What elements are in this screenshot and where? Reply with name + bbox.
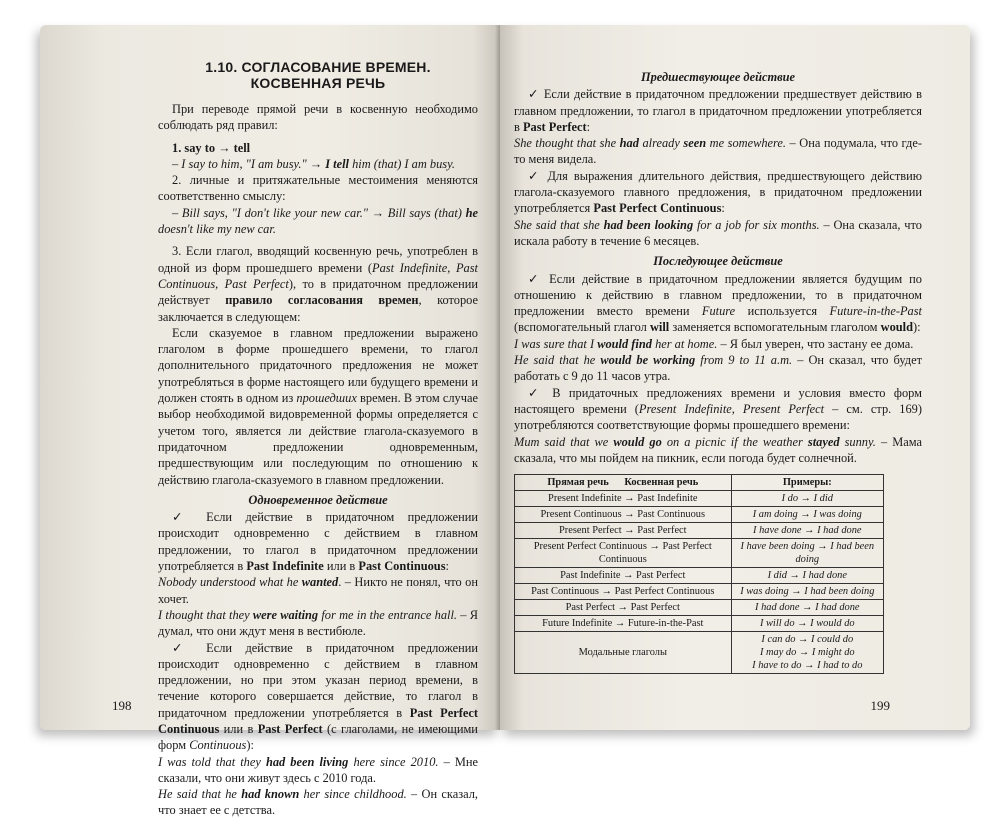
page-number-right: 199 (870, 698, 890, 713)
conditional-rule: ✓ В придаточных предложениях времени и условия вместо форм настоящего времени (Present Indefinite, Present Perfect – см. стр. 169) употребляются соответствующие формы прошедшего времени: (514, 385, 922, 433)
table-row (515, 507, 884, 523)
tense-shift-table (514, 474, 884, 674)
table-row (515, 568, 884, 584)
subheading-next: Последующее действие (653, 254, 783, 269)
table-row (515, 491, 884, 507)
table-header-row (515, 475, 884, 491)
previous-rule: ✓ Если действие в придаточном предложении предшествует действию в главном предложении, то глагол в придаточном предложении употребляется в Past Perfect: (514, 87, 922, 134)
rule-1-heading: 1. say to → tell (172, 140, 251, 155)
open-book (40, 25, 970, 818)
tense-example-cell: I will do → I would do (731, 616, 883, 632)
tense-example-cell: I was doing → I had been doing (731, 584, 883, 600)
example-7: I was sure that I would find her at home. – Я был уверен, что застану ее дома. (514, 336, 914, 351)
simultaneous-rule: ✓ Если действие в придаточном предложении происходит одновременно с действием в главном предложении, то глагол в придаточном предложении употребляется в Past Indefinite или в Past Continuous: (158, 510, 478, 574)
period-rule: ✓ Если действие в придаточном предложении происходит одновременно с действием в главном предложении, но при этом указан период времени, в течение которого совершается действие, то глагол в придаточном предложении употребляется в Past Perfect Continuous или в Past Perfect (с глаголами, не имеющими форм Continuous): (158, 640, 478, 753)
table-row (515, 600, 884, 616)
modal-examples-cell: I can do → I could do I may do → I might do I have to do → I had to do (731, 632, 883, 674)
tense-example-cell: I am doing → I was doing (731, 507, 883, 523)
left-page (40, 25, 500, 818)
next-rule: ✓ Если действие в придаточном предложении является будущим по отношению к действию в главном предложении, то в придаточном предложении вместо времени Future используется Future-in-the-Past (вспомогательный глагол will заменяется вспомогательным глаголом would): (514, 271, 922, 335)
table-body (515, 491, 884, 632)
example-6: She said that she had been looking for a job for six months. – Она сказала, что искала работу в течение 6 месяцев. (514, 217, 922, 248)
table-row-modal (515, 632, 884, 674)
tense-example-cell: I do → I did (731, 491, 883, 507)
rule-1-example: – I say to him, "I am busy." → I tell him (that) I am busy. (172, 156, 456, 171)
long-action-rule: ✓ Для выражения длительного действия, предшествующего действию глагола-сказуемого главного предложения, в придаточном предложении употребляется Past Perfect Continuous: (514, 168, 922, 216)
section-title: 1.10. СОГЛАСОВАНИЕ ВРЕМЕН. КОСВЕННАЯ РЕЧЬ (205, 59, 431, 91)
page-number-left: 198 (112, 698, 132, 713)
example-5: She thought that she had already seen me somewhere. – Она подумала, что где-то меня видела. (514, 136, 922, 167)
tense-rule-cell: Present Continuous → Past Continuous (515, 507, 732, 523)
table-row (515, 584, 884, 600)
rule-2-text: 2. личные и притяжательные местоимения меняются соответственно смыслу: (158, 173, 478, 204)
example-4: He said that he had known her since childhood. – Он сказал, что знает ее с детства. (158, 787, 479, 818)
tense-example-cell: I had done → I had done (731, 600, 883, 616)
subheading-simultaneous: Одновременное действие (248, 492, 388, 507)
right-page (500, 25, 970, 730)
rule-3-text: 3. Если глагол, вводящий косвенную речь, употреблен в одной из форм прошедшего времени (Past Indefinite, Past Continuous, Past Perfect), то в придаточном предложении действует правило согласования времен, которое заключается в следующем: (158, 244, 479, 324)
table-header-examples: Примеры: (731, 475, 883, 491)
tense-example-cell: I have done → I had done (731, 523, 883, 539)
example-2: I thought that they were waiting for me in the entrance hall. – Я думал, что они ждут меня в вестибюле. (158, 607, 478, 639)
tense-rule-cell: Future Indefinite → Future-in-the-Past (515, 616, 732, 632)
table-row (515, 539, 884, 568)
tense-agreement-paragraph: Если сказуемое в главном предложении выражено глаголом в форме прошедшего времени, то глагол дополнительного придаточного предложения не может употребляться в форме настоящего или будущего времени и должен стоять в одном из прошедших времен. В этом случае выбор необходимой видовременной формы определяется с учетом того, является ли действие глагола-сказуемого в придаточном предложении одновременным, предшествующим или последующим по отношению к действию глагола-сказуемого в главном предложении. (158, 325, 478, 487)
modal-label-cell: Модальные глаголы (515, 632, 732, 674)
table-row (515, 616, 884, 632)
tense-example-cell: I have been doing → I had been doing (731, 539, 883, 568)
tense-rule-cell: Present Perfect → Past Perfect (515, 523, 732, 539)
example-9: Mum said that we would go on a picnic if the weather stayed sunny. – Мама сказала, что мы пойдем на пикник, если погода будет солнечной. (514, 434, 922, 465)
left-page-text (158, 101, 478, 819)
tense-rule-cell: Present Indefinite → Past Indefinite (515, 491, 732, 507)
right-page-text (514, 69, 922, 466)
table-row (515, 523, 884, 539)
table-header-rule: Прямая речь Косвенная речь (515, 475, 732, 491)
tense-example-cell: I did → I had done (731, 568, 883, 584)
example-8: He said that he would be working from 9 to 11 a.m. – Он сказал, что будет работать с 9 до 11 часов утра. (514, 353, 922, 384)
example-3: I was told that they had been living here since 2010. – Мне сказали, что они живут здесь с 2010 года. (158, 754, 478, 785)
tense-rule-cell: Present Perfect Continuous → Past Perfect Continuous (515, 539, 732, 568)
subheading-previous: Предшествующее действие (640, 70, 796, 84)
tense-rule-cell: Past Perfect → Past Perfect (515, 600, 732, 616)
rule-2-example: – Bill says, "I don't like your new car." → Bill says (that) he doesn't like my new car. (158, 205, 478, 237)
tense-rule-cell: Past Indefinite → Past Perfect (515, 568, 732, 584)
intro-paragraph: При переводе прямой речи в косвенную необходимо соблюдать ряд правил: (158, 102, 478, 133)
tense-rule-cell: Past Continuous → Past Perfect Continuous (515, 584, 732, 600)
example-1: Nobody understood what he wanted. – Никто не понял, что он хочет. (158, 575, 478, 606)
